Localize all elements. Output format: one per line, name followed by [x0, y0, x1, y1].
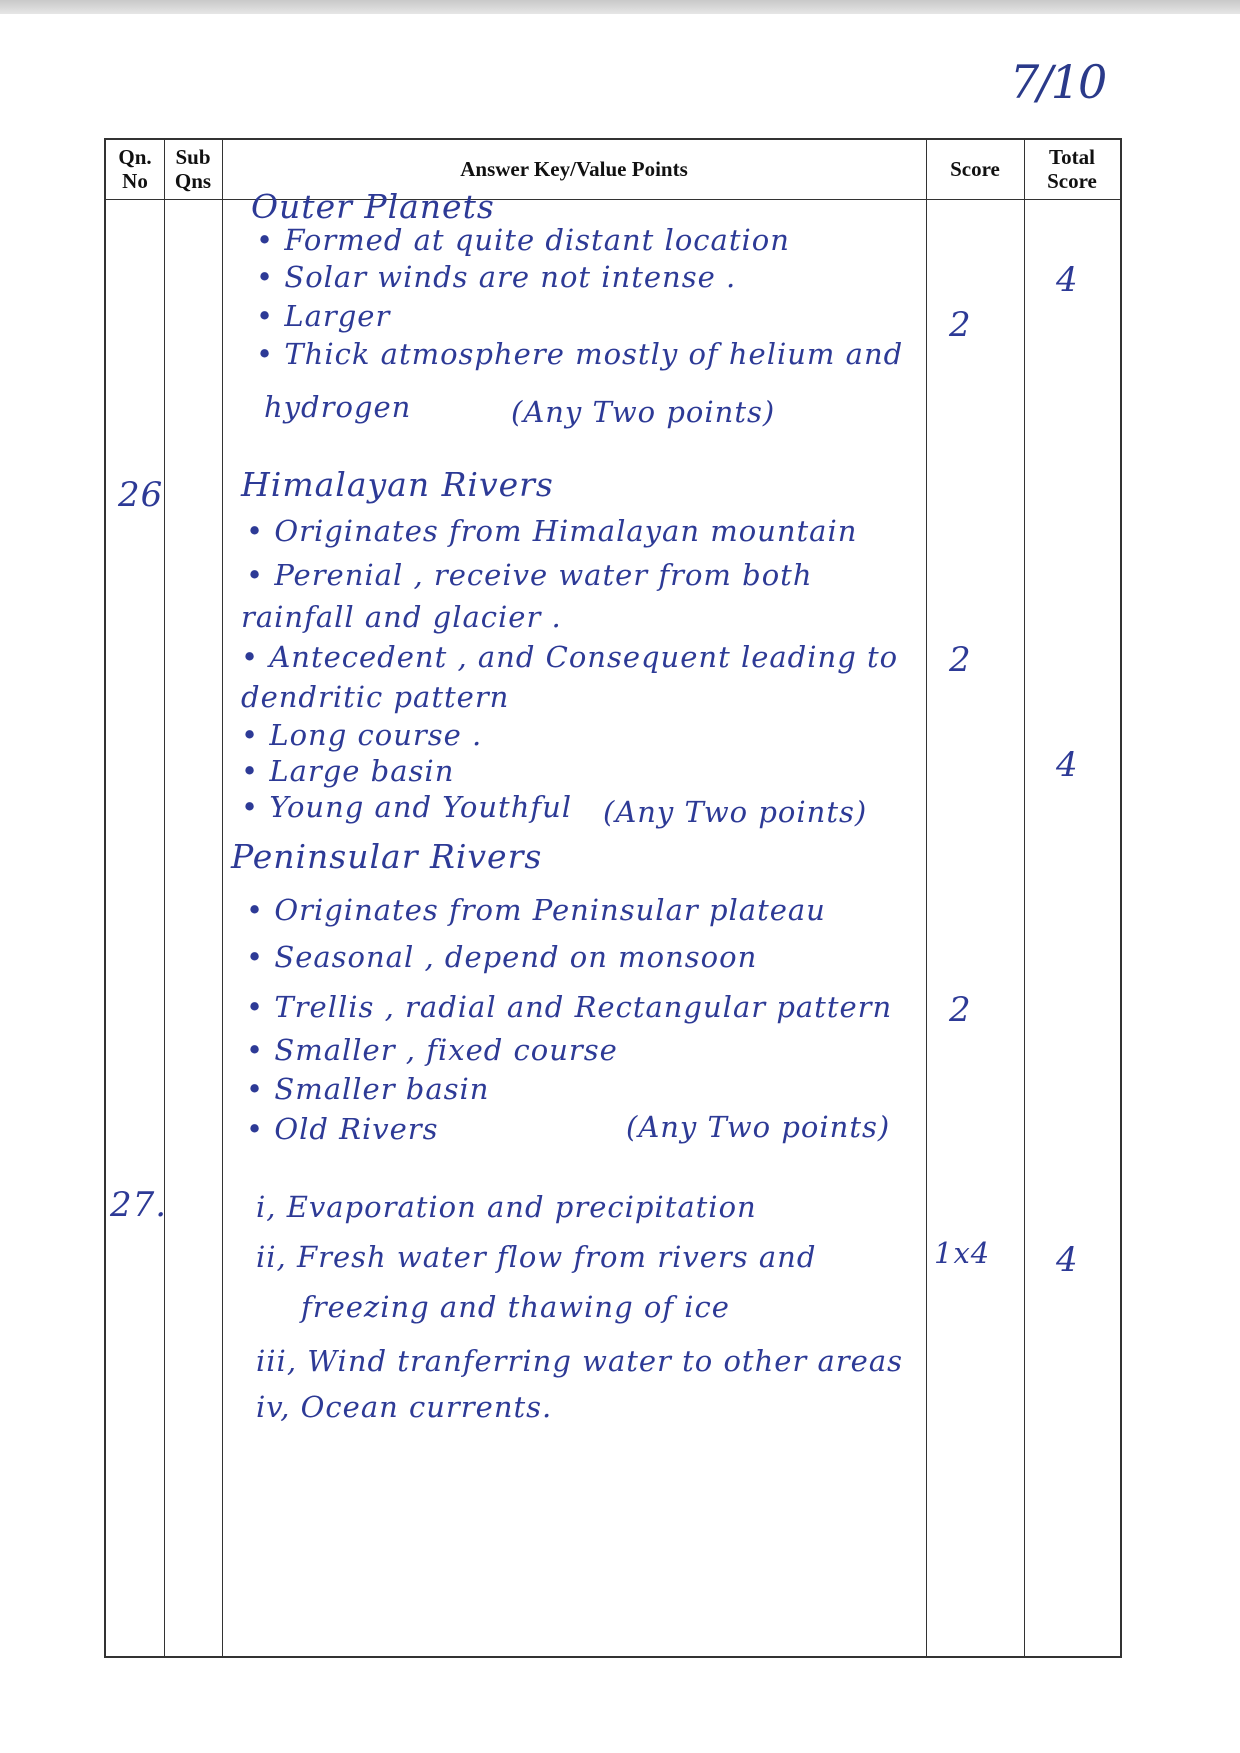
- answer-point: iii, Wind tranferring water to other areas: [256, 1344, 903, 1378]
- answer-point: • Old Rivers: [246, 1112, 439, 1146]
- answer-point: dendritic pattern: [241, 680, 510, 714]
- answer-point: ii, Fresh water flow from rivers and: [256, 1240, 817, 1274]
- any-two-note: (Any Two points): [511, 395, 776, 429]
- total-score-value: 4: [1056, 745, 1079, 785]
- answer-point: • Formed at quite distant location: [256, 223, 790, 257]
- score-value: 2: [949, 640, 972, 680]
- column-divider: [222, 140, 223, 1656]
- answer-point: • Young and Youthful: [241, 790, 573, 824]
- answer-point: • Perenial , receive water from both: [246, 558, 813, 592]
- column-divider: [164, 140, 165, 1656]
- question-number: 27.: [110, 1185, 168, 1225]
- answer-point: • Solar winds are not intense .: [256, 260, 737, 294]
- answer-point: • Originates from Himalayan mountain: [246, 514, 858, 548]
- question-number: 26: [118, 475, 164, 515]
- answer-point: • Larger: [256, 299, 391, 333]
- total-score-value: 4: [1056, 1240, 1079, 1280]
- outer-planets-title: Outer Planets: [251, 187, 495, 226]
- scan-edge: [0, 0, 1240, 14]
- column-divider: [1024, 140, 1025, 1656]
- answer-point: • Long course .: [241, 718, 483, 752]
- answer-point: • Smaller basin: [246, 1072, 490, 1106]
- answer-point: • Trellis , radial and Rectangular pattern: [246, 990, 893, 1024]
- header-sub-qns: Sub Qns: [174, 145, 212, 193]
- answer-point: freezing and thawing of ice: [301, 1290, 730, 1324]
- peninsular-rivers-title: Peninsular Rivers: [231, 837, 543, 876]
- total-score-value: 4: [1056, 260, 1079, 300]
- any-two-note: (Any Two points): [626, 1110, 891, 1144]
- answer-point: iv, Ocean currents.: [256, 1390, 553, 1424]
- any-two-note: (Any Two points): [603, 795, 868, 829]
- answer-point: • Large basin: [241, 754, 455, 788]
- header-qn-no: Qn. No: [118, 145, 152, 193]
- page-score: 7/10: [1010, 55, 1106, 109]
- header-total-score: Total Score: [1047, 145, 1097, 193]
- score-value: 2: [949, 305, 972, 345]
- column-divider: [926, 140, 927, 1656]
- answer-point: rainfall and glacier .: [241, 600, 562, 634]
- answer-point: • Smaller , fixed course: [246, 1033, 618, 1067]
- answer-point: • Originates from Peninsular plateau: [246, 893, 826, 927]
- header-answer-key: Answer Key/Value Points: [460, 156, 688, 181]
- answer-point: hydrogen: [264, 390, 412, 424]
- answer-point: • Thick atmosphere mostly of helium and: [256, 337, 904, 371]
- answer-key-table: [104, 138, 1122, 1658]
- answer-point: i, Evaporation and precipitation: [256, 1190, 757, 1224]
- header-score: Score: [950, 156, 1000, 181]
- answer-point: • Antecedent , and Consequent leading to: [241, 640, 899, 674]
- himalayan-rivers-title: Himalayan Rivers: [241, 465, 554, 504]
- score-value: 2: [949, 990, 972, 1030]
- score-value: 1x4: [934, 1236, 991, 1270]
- answer-point: • Seasonal , depend on monsoon: [246, 940, 758, 974]
